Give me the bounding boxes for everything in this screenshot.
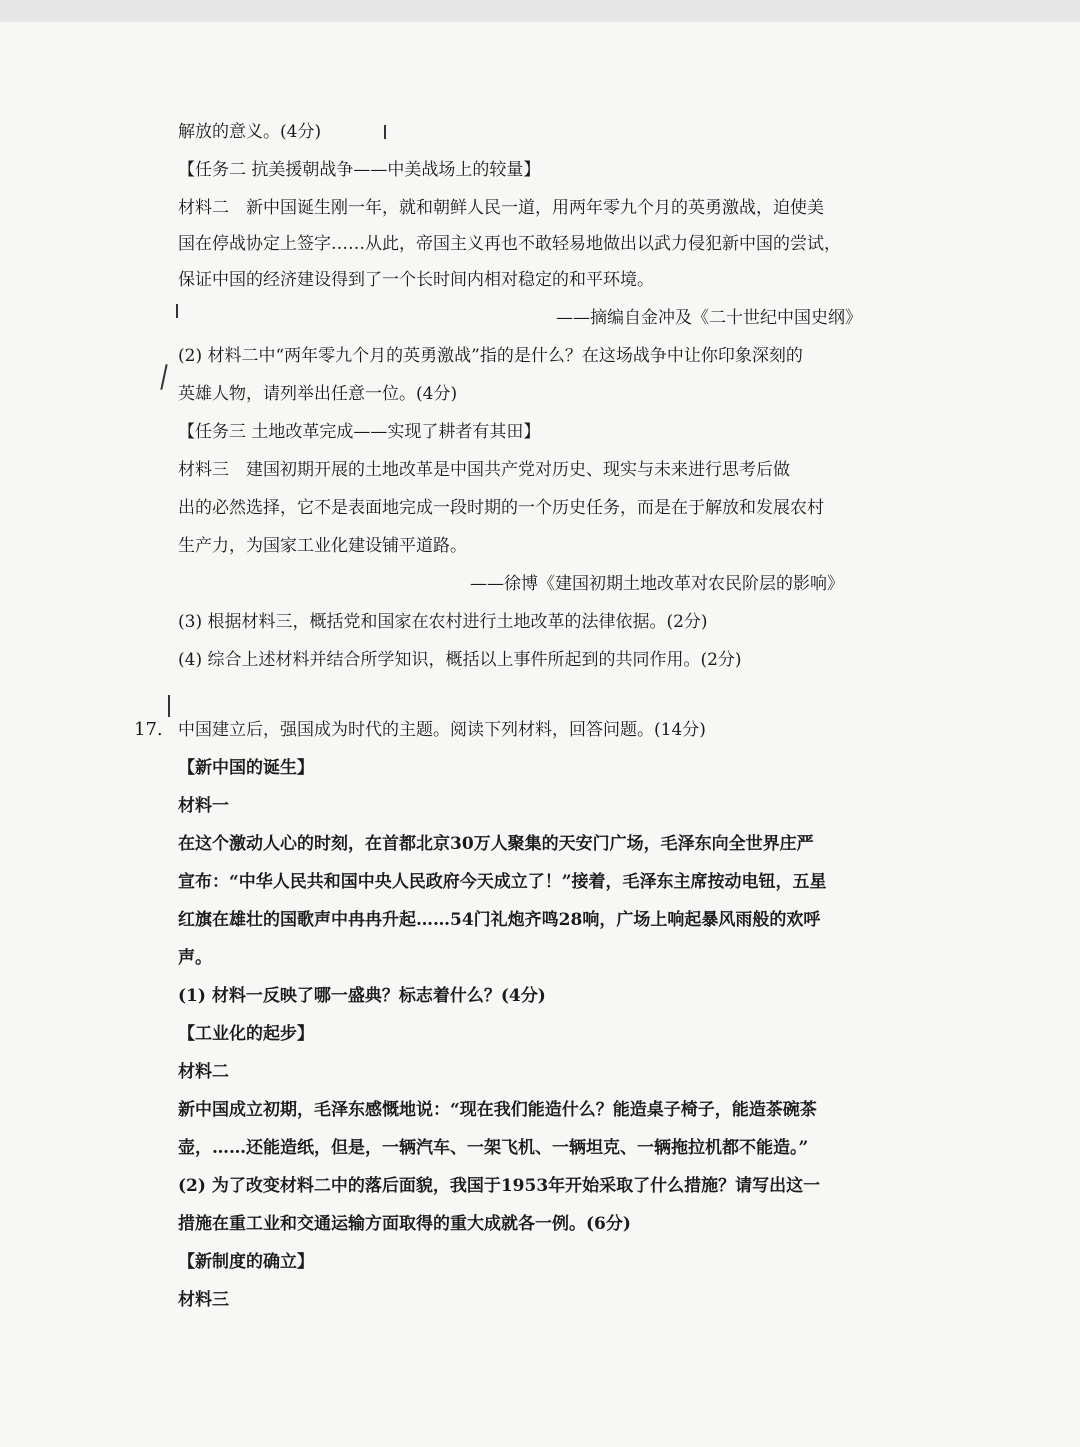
- text-line: 解放的意义。(4分): [178, 122, 322, 142]
- exam-page: [0, 22, 1080, 1447]
- pen-mark: [160, 364, 167, 390]
- question-line: 英雄人物，请列举出任意一位。(4分): [178, 384, 458, 404]
- question-number: 17.: [134, 719, 163, 740]
- text-line: 材料二 新中国诞生刚一年，就和朝鲜人民一道，用两年零九个月的英勇激战，迫使美: [178, 198, 824, 218]
- question-line: (3) 根据材料三，概括党和国家在农村进行土地改革的法律依据。(2分): [178, 612, 708, 632]
- material-label: 材料二: [178, 1062, 229, 1082]
- question-line: (2) 为了改变材料二中的落后面貌，我国于1953年开始采取了什么措施？请写出这一: [178, 1176, 821, 1196]
- text-line: 在这个激动人心的时刻，在首都北京30万人聚集的天安门广场，毛泽东向全世界庄严: [178, 834, 814, 854]
- question-line: 中国建立后，强国成为时代的主题。阅读下列材料，回答问题。(14分): [178, 720, 706, 740]
- text-line: 红旗在雄壮的国歌声中冉冉升起……54门礼炮齐鸣28响，广场上响起暴风雨般的欢呼: [178, 910, 821, 930]
- pen-mark: [168, 695, 170, 717]
- text-line: 壶，……还能造纸，但是，一辆汽车、一架飞机、一辆坦克、一辆拖拉机都不能造。”: [178, 1138, 809, 1158]
- material-label: 材料一: [178, 796, 229, 816]
- pen-mark: [384, 125, 386, 139]
- question-line: (2) 材料二中“两年零九个月的英勇激战”指的是什么？在这场战争中让你印象深刻的: [178, 346, 803, 366]
- source-attribution: ——徐博《建国初期土地改革对农民阶层的影响》: [470, 574, 844, 594]
- question-line: (4) 综合上述材料并结合所学知识，概括以上事件所起到的共同作用。(2分): [178, 650, 742, 670]
- text-line: 生产力，为国家工业化建设铺平道路。: [178, 536, 467, 556]
- text-line: 声。: [178, 948, 212, 968]
- section-heading: 【新制度的确立】: [178, 1252, 314, 1272]
- pen-mark: [176, 304, 178, 318]
- task-heading: 【任务二 抗美援朝战争——中美战场上的较量】: [178, 160, 541, 180]
- question-line: 措施在重工业和交通运输方面取得的重大成就各一例。(6分): [178, 1214, 631, 1234]
- text-line: 新中国成立初期，毛泽东感慨地说：“现在我们能造什么？能造桌子椅子，能造茶碗茶: [178, 1100, 817, 1120]
- source-attribution: ——摘编自金冲及《二十世纪中国史纲》: [556, 308, 862, 328]
- text-line: 出的必然选择，它不是表面地完成一段时期的一个历史任务，而是在于解放和发展农村: [178, 498, 824, 518]
- material-label: 材料三: [178, 1290, 229, 1310]
- text-line: 宣布：“中华人民共和国中央人民政府今天成立了！”接着，毛泽东主席按动电钮，五星: [178, 872, 827, 892]
- text-line: 国在停战协定上签字……从此，帝国主义再也不敢轻易地做出以武力侵犯新中国的尝试，: [178, 234, 841, 254]
- text-line: 材料三 建国初期开展的土地改革是中国共产党对历史、现实与未来进行思考后做: [178, 460, 790, 480]
- task-heading: 【任务三 土地改革完成——实现了耕者有其田】: [178, 422, 541, 442]
- question-line: (1) 材料一反映了哪一盛典？标志着什么？(4分): [178, 986, 546, 1006]
- text-line: 保证中国的经济建设得到了一个长时间内相对稳定的和平环境。: [178, 270, 654, 290]
- section-heading: 【新中国的诞生】: [178, 758, 314, 778]
- section-heading: 【工业化的起步】: [178, 1024, 314, 1044]
